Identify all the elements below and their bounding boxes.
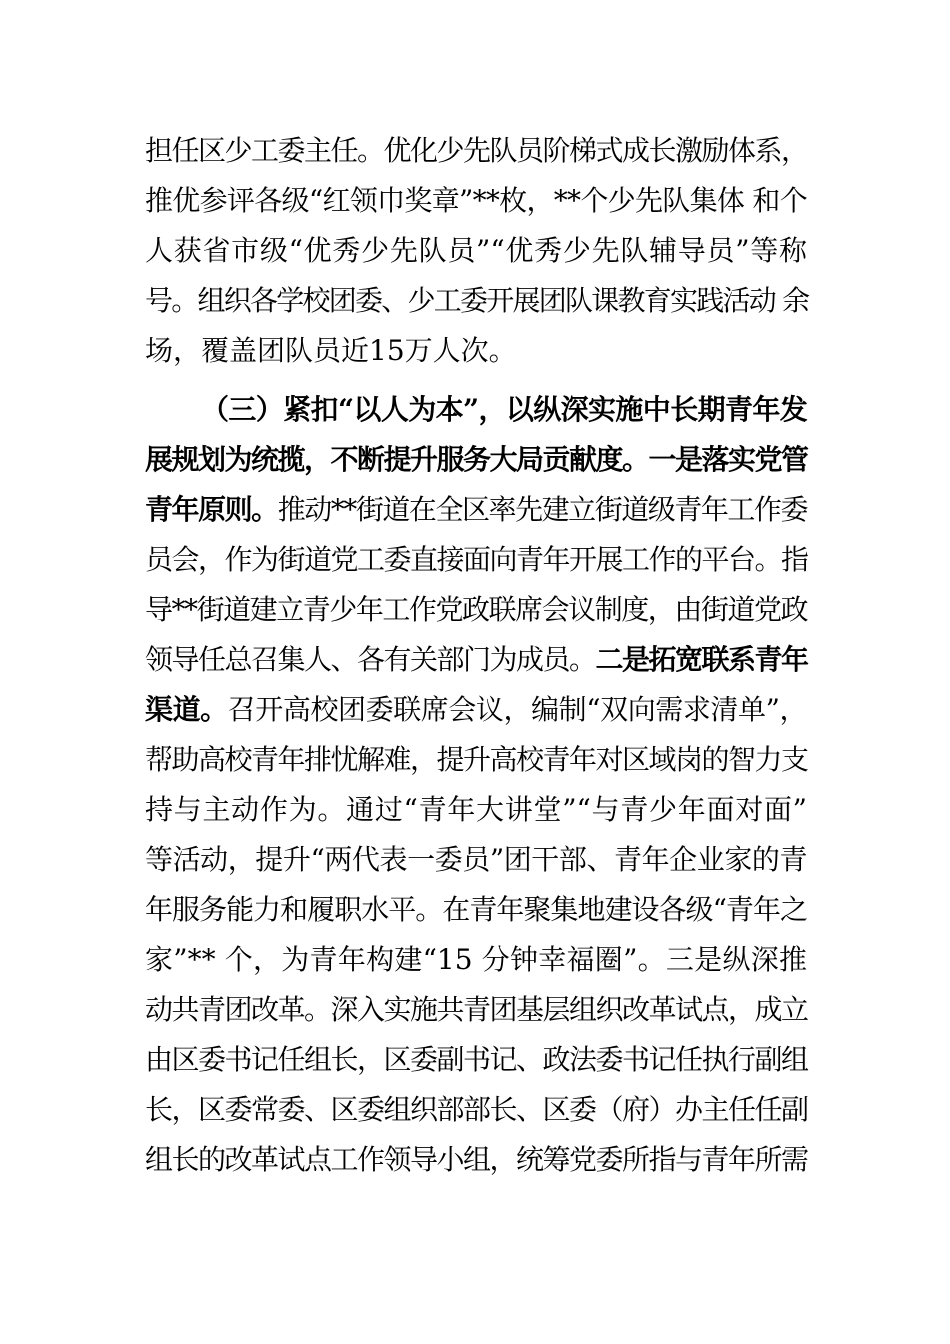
text-line <box>145 1092 807 1128</box>
text-segment: 场，覆盖团队员近15万人次。 <box>145 334 517 367</box>
text-line <box>145 333 807 369</box>
text-segment: 动共青团改革。深入实施共青团基层组织改革试点，成立 <box>145 993 808 1026</box>
text-segment: 号。组织各学校团委、少工委开展团队课教育实践活动 余 <box>145 284 809 317</box>
section-heading: （三）紧扣“以人为本”，以纵深实施中长期青年发 <box>201 393 807 426</box>
text-line <box>145 942 807 978</box>
subheading-text: 青年原则。 <box>145 493 278 526</box>
text-segment: 等活动，提升“两代表一委员”团干部、青年企业家的青 <box>145 843 807 876</box>
text-segment: 推优参评各级“红领巾奖章”**枚，**个少先队集体 和个 <box>145 184 807 217</box>
text-segment: 领导任总召集人、各有关部门为成员。 <box>145 643 596 676</box>
subheading-text: 渠道。 <box>145 693 228 726</box>
text-line <box>145 1042 807 1078</box>
text-segment: 召开高校团委联席会议，编制“双向需求清单”， <box>227 693 807 726</box>
text-segment: 帮助高校青年排忧解难，提升高校青年对区域岗的智力支 <box>145 743 808 776</box>
text-line <box>145 842 807 878</box>
text-segment: 员会，作为街道党工委直接面向青年开展工作的平台。指 <box>145 543 808 576</box>
text-line <box>145 442 807 478</box>
text-line <box>145 992 807 1028</box>
text-line <box>145 233 807 269</box>
text-line <box>145 642 807 678</box>
text-line <box>145 283 807 319</box>
text-segment: 担任区少工委主任。优化少先队员阶梯式成长激励体系， <box>145 134 808 167</box>
text-segment: 推动**街道在全区率先建立街道级青年工作委 <box>277 493 807 526</box>
text-segment: 组长的改革试点工作领导小组，统筹党委所指与青年所需 <box>145 1143 808 1176</box>
text-segment: 导**街道建立青少年工作党政联席会议制度，由街道党政 <box>145 593 807 626</box>
text-segment: 年服务能力和履职水平。在青年聚集地建设各级“青年之 <box>145 893 807 926</box>
text-line <box>145 492 807 528</box>
section-heading-line <box>201 392 807 428</box>
text-line <box>145 892 807 928</box>
text-line <box>145 183 807 219</box>
text-segment: 长，区委常委、区委组织部部长、区委（府）办主任任副 <box>145 1093 808 1126</box>
text-line <box>145 1142 807 1178</box>
section-heading: 展规划为统揽，不断提升服务大局贡献度。一是落实党管 <box>145 443 808 476</box>
text-line <box>145 792 807 828</box>
text-segment: 持与主动作为。通过“青年大讲堂”“与青少年面对面” <box>145 793 807 826</box>
text-segment: 人获省市级“优秀少先队员”“优秀少先队辅导员”等称 <box>145 234 807 267</box>
text-segment: 由区委书记任组长，区委副书记、政法委书记任执行副组 <box>145 1043 808 1076</box>
text-segment: 家”** 个，为青年构建“15 分钟幸福圈”。三是纵深推 <box>145 943 807 976</box>
text-line <box>145 742 807 778</box>
text-line <box>145 133 807 169</box>
text-line <box>145 592 807 628</box>
subheading-text: 二是拓宽联系青年 <box>595 643 808 676</box>
text-line <box>145 542 807 578</box>
text-line <box>145 692 807 728</box>
